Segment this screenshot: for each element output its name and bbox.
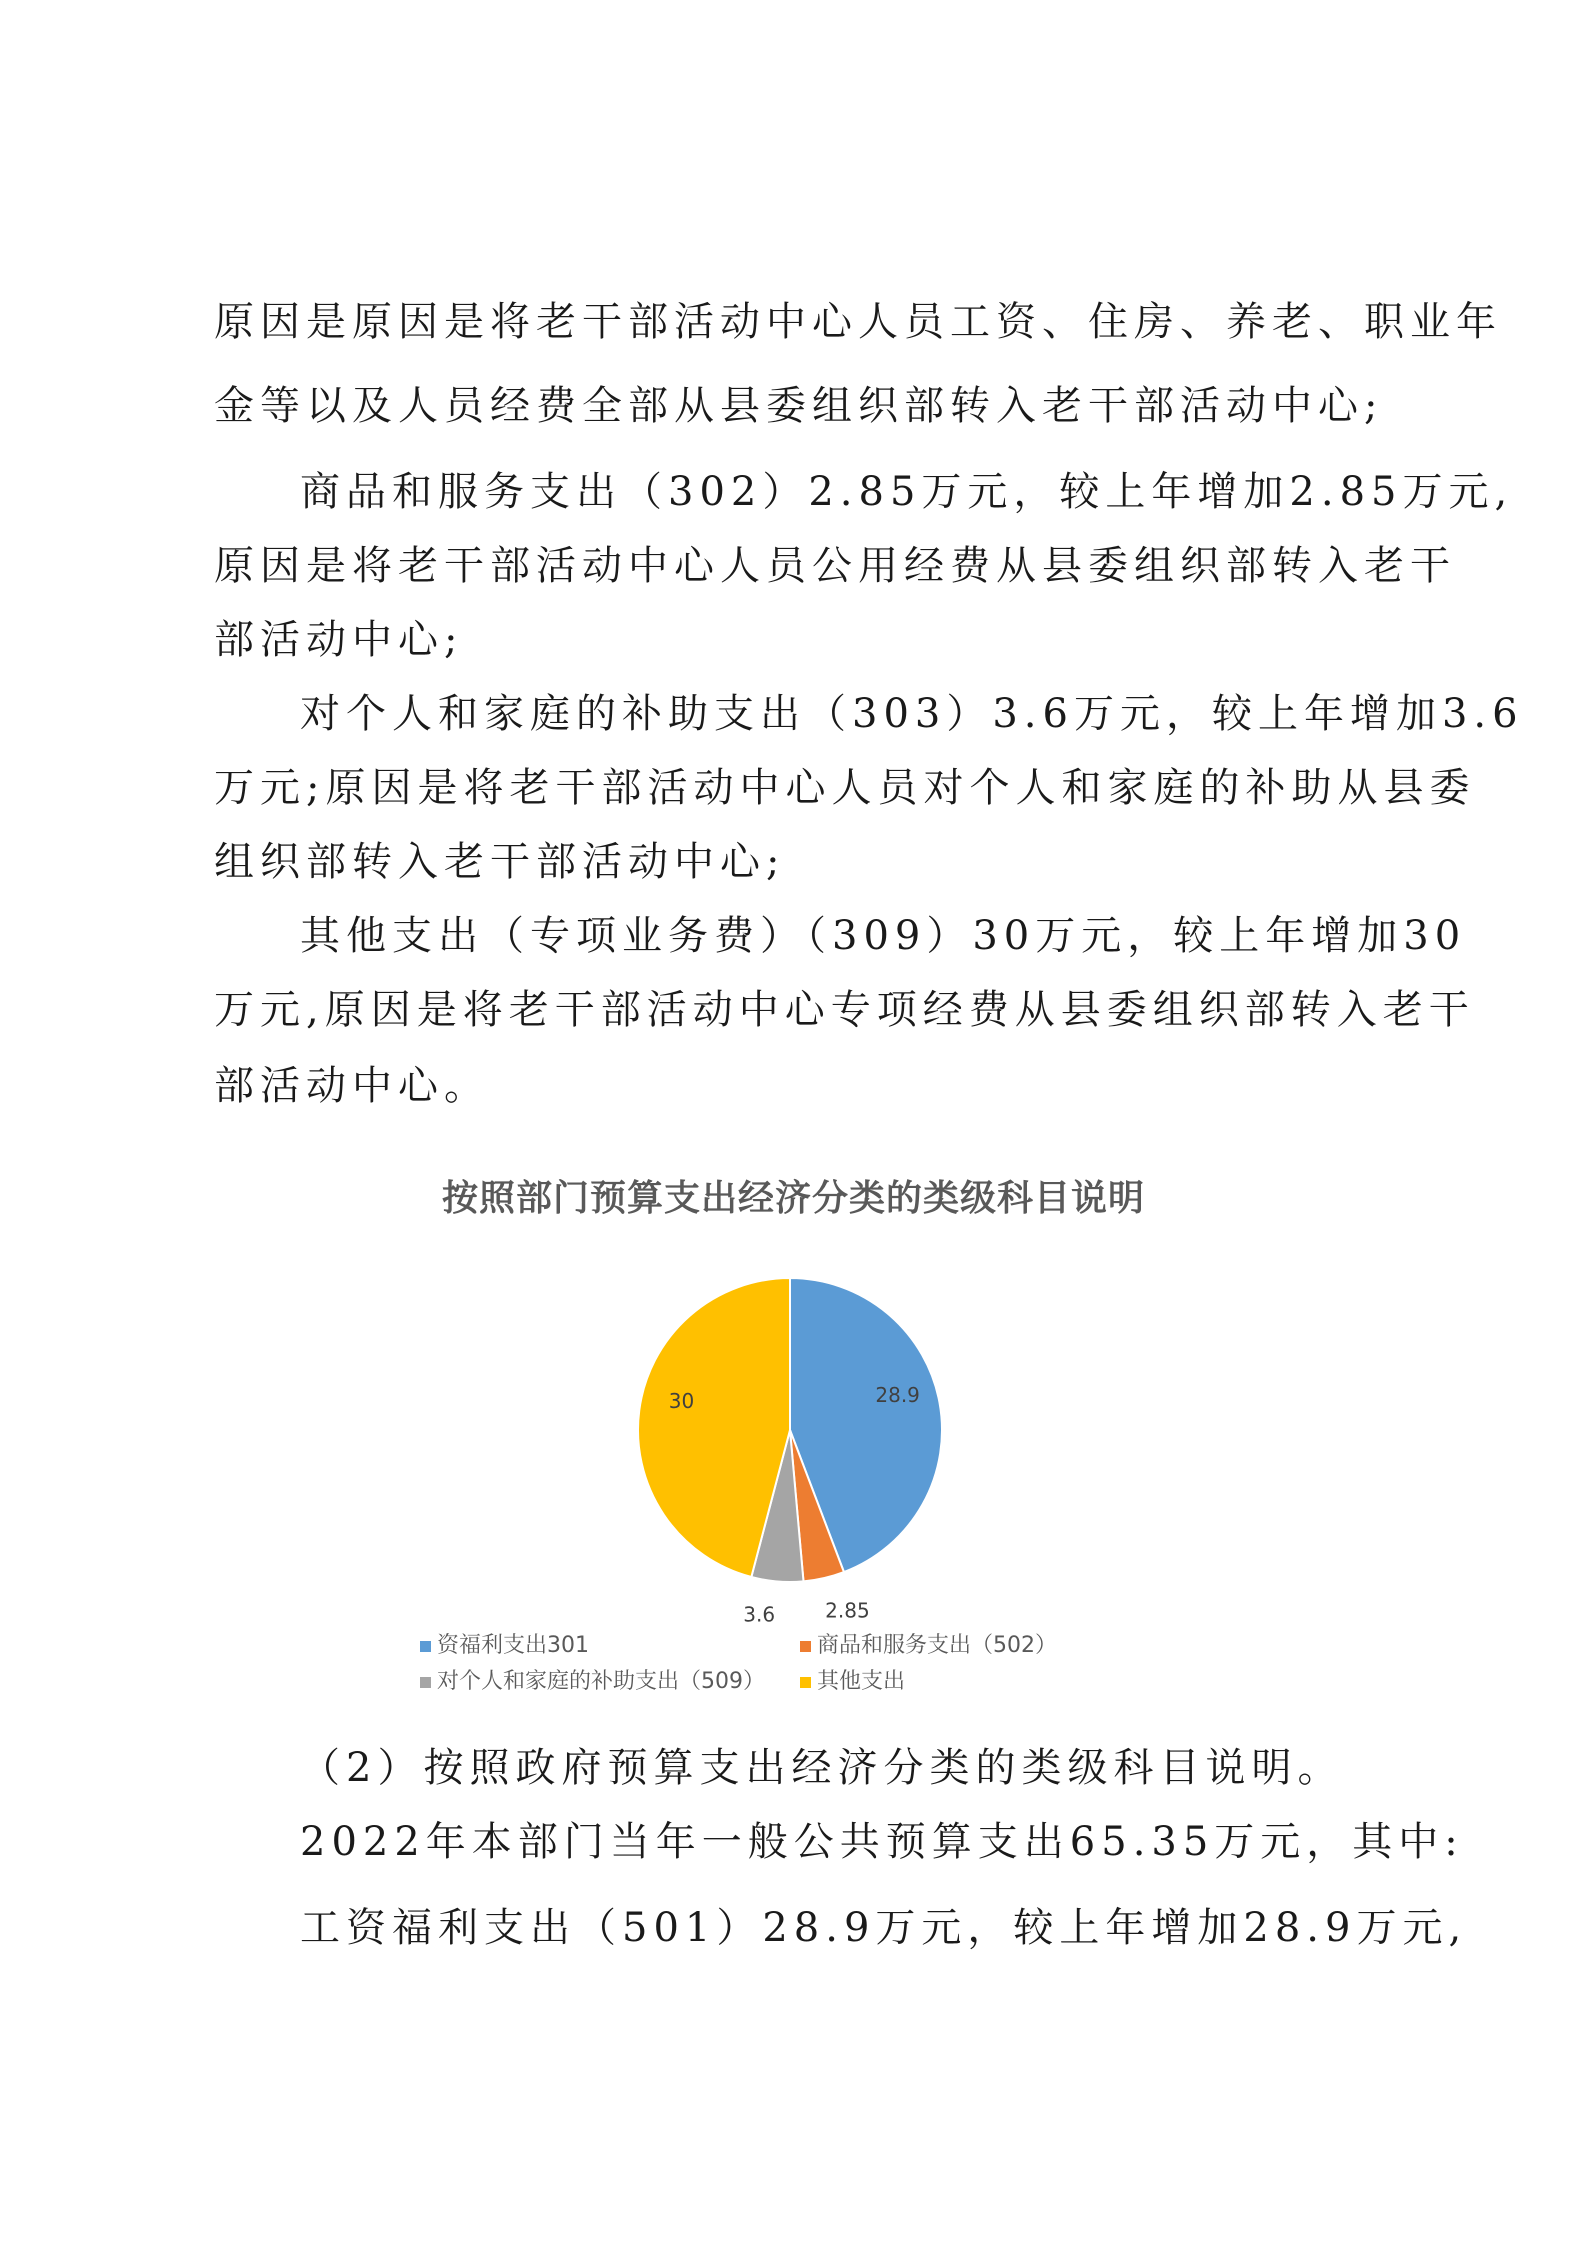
legend-swatch [800, 1677, 811, 1688]
body-text-line: 部活动中心。 [214, 1063, 490, 1109]
body-text-line: （2）按照政府预算支出经济分类的类级科目说明。 [300, 1745, 1344, 1791]
body-text-line: 部活动中心; [214, 617, 464, 663]
body-text-line: 2022年本部门当年一般公共预算支出65.35万元，其中: [300, 1819, 1464, 1865]
legend-label: 对个人和家庭的补助支出（509） [437, 1669, 765, 1694]
body-text-line: 原因是将老干部活动中心人员公用经费从县委组织部转入老干 [214, 543, 1456, 589]
body-text-line: 对个人和家庭的补助支出（303）3.6万元，较上年增加3.6 [300, 691, 1524, 737]
body-text-line: 其他支出（专项业务费）（309）30万元，较上年增加30 [300, 913, 1467, 959]
pie-data-label: 30 [668, 1388, 695, 1413]
pie-data-label: 2.85 [825, 1598, 870, 1623]
legend-label: 资福利支出301 [437, 1633, 589, 1658]
body-text-line: 万元;原因是将老干部活动中心人员对个人和家庭的补助从县委 [214, 765, 1476, 811]
body-text-line: 商品和服务支出（302）2.85万元，较上年增加2.85万元, [300, 469, 1514, 515]
legend-item [800, 1630, 1057, 1662]
legend-swatch [420, 1677, 431, 1688]
legend-item [800, 1666, 905, 1698]
legend-swatch [800, 1641, 811, 1652]
body-text-line: 原因是原因是将老干部活动中心人员工资、住房、养老、职业年 [214, 299, 1502, 345]
pie-data-label: 3.6 [743, 1602, 776, 1627]
legend-swatch [420, 1641, 431, 1652]
legend-label: 其他支出 [817, 1669, 906, 1694]
chart-title: 按照部门预算支出经济分类的类级科目说明 [441, 1178, 1145, 1219]
pie-data-label: 28.9 [875, 1383, 920, 1408]
legend-item [420, 1630, 589, 1662]
body-text-line: 万元,原因是将老干部活动中心专项经费从县委组织部转入老干 [214, 987, 1475, 1033]
legend-label: 商品和服务支出（502） [817, 1633, 1057, 1658]
body-text-line: 金等以及人员经费全部从县委组织部转入老干部活动中心; [214, 383, 1384, 429]
body-text-line: 工资福利支出（501）28.9万元，较上年增加28.9万元, [300, 1905, 1468, 1951]
pie-chart [560, 1230, 1020, 1660]
body-text-line: 组织部转入老干部活动中心; [214, 839, 786, 885]
legend-item [420, 1666, 765, 1698]
